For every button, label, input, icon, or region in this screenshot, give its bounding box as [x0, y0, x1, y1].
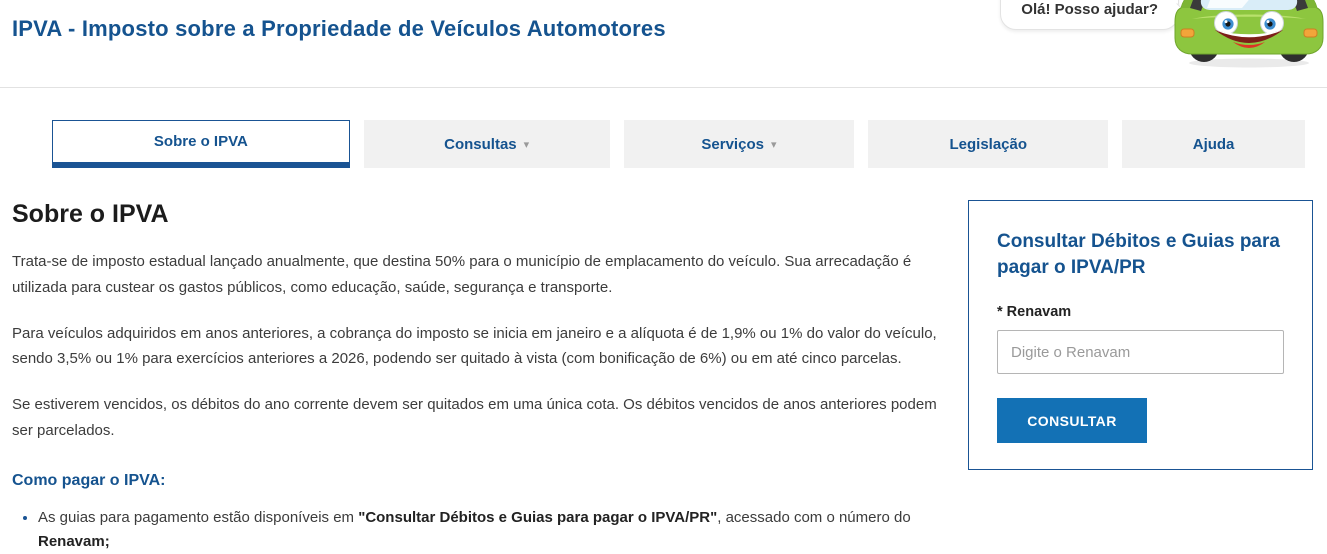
bullet-text: , acessado com o número do — [717, 508, 911, 526]
paragraph: Trata-se de imposto estadual lançado anualmente, que destina 50% para o município de emplacamento do veículo. Sua arrecadação é utilizada para custear os gastos públicos, como educação, saúde, segurança e transporte. — [12, 253, 912, 296]
car-mascot-icon[interactable] — [1174, 0, 1324, 68]
bullet-list — [38, 506, 954, 554]
tab-sobre-o-ipva[interactable] — [52, 120, 350, 168]
tab-consultas[interactable] — [364, 120, 610, 168]
paragraph: Se estiverem vencidos, os débitos do ano corrente devem ser quitados em uma única cota. Os débitos vencidos de anos anteriores podem ser parcelados. — [12, 396, 937, 439]
section-heading: Sobre o IPVA — [12, 200, 169, 228]
tab-label: Sobre o IPVA — [153, 133, 248, 150]
tab-legislacao[interactable] — [868, 120, 1108, 168]
renavam-label: * Renavam — [997, 304, 1072, 321]
tab-label: Serviços — [701, 135, 764, 153]
chat-assistant[interactable] — [997, 0, 1327, 88]
renavam-input[interactable] — [997, 330, 1284, 374]
page-title: IPVA - Imposto sobre a Propriedade de Veículos Automotores — [12, 16, 666, 41]
bullet-bold-link-text: "Consultar Débitos e Guias para pagar o IPVA/PR" — [358, 508, 718, 526]
subheading-como-pagar: Como pagar o IPVA: — [12, 471, 166, 489]
tab-bar — [52, 120, 1305, 168]
panel-title: Consultar Débitos e Guias para pagar o IPVA/PR — [997, 231, 1280, 278]
page-header — [0, 0, 1327, 88]
chevron-down-icon: ▾ — [523, 138, 530, 151]
tab-label: Consultas — [444, 135, 517, 153]
content-area — [0, 200, 1327, 554]
assistant-speech-bubble[interactable]: Olá! Posso ajudar? — [1000, 0, 1179, 30]
paragraph: Para veículos adquiridos em anos anteriores, a cobrança do imposto se inicia em janeiro e a alíquota é de 1,9% ou 1% do valor do veículo, sendo 3,5% ou 1% para exercícios anteriores a 2026, podendo ser quitado à vista (com bonificação de 6%) ou em até cinco parcelas. — [12, 324, 937, 368]
bullet-text: As guias para pagamento estão disponíveis em — [38, 508, 359, 526]
tab-ajuda[interactable] — [1122, 120, 1305, 168]
chevron-down-icon: ▾ — [770, 138, 777, 151]
list-item — [38, 506, 954, 554]
consult-debits-panel — [968, 200, 1313, 470]
tab-label: Ajuda — [1192, 135, 1235, 153]
consultar-button[interactable]: CONSULTAR — [997, 398, 1147, 443]
article-sobre-o-ipva — [12, 200, 954, 554]
tab-label: Legislação — [949, 135, 1028, 153]
tab-servicos[interactable] — [624, 120, 855, 168]
bullet-bold-renavam: Renavam; — [38, 532, 110, 550]
